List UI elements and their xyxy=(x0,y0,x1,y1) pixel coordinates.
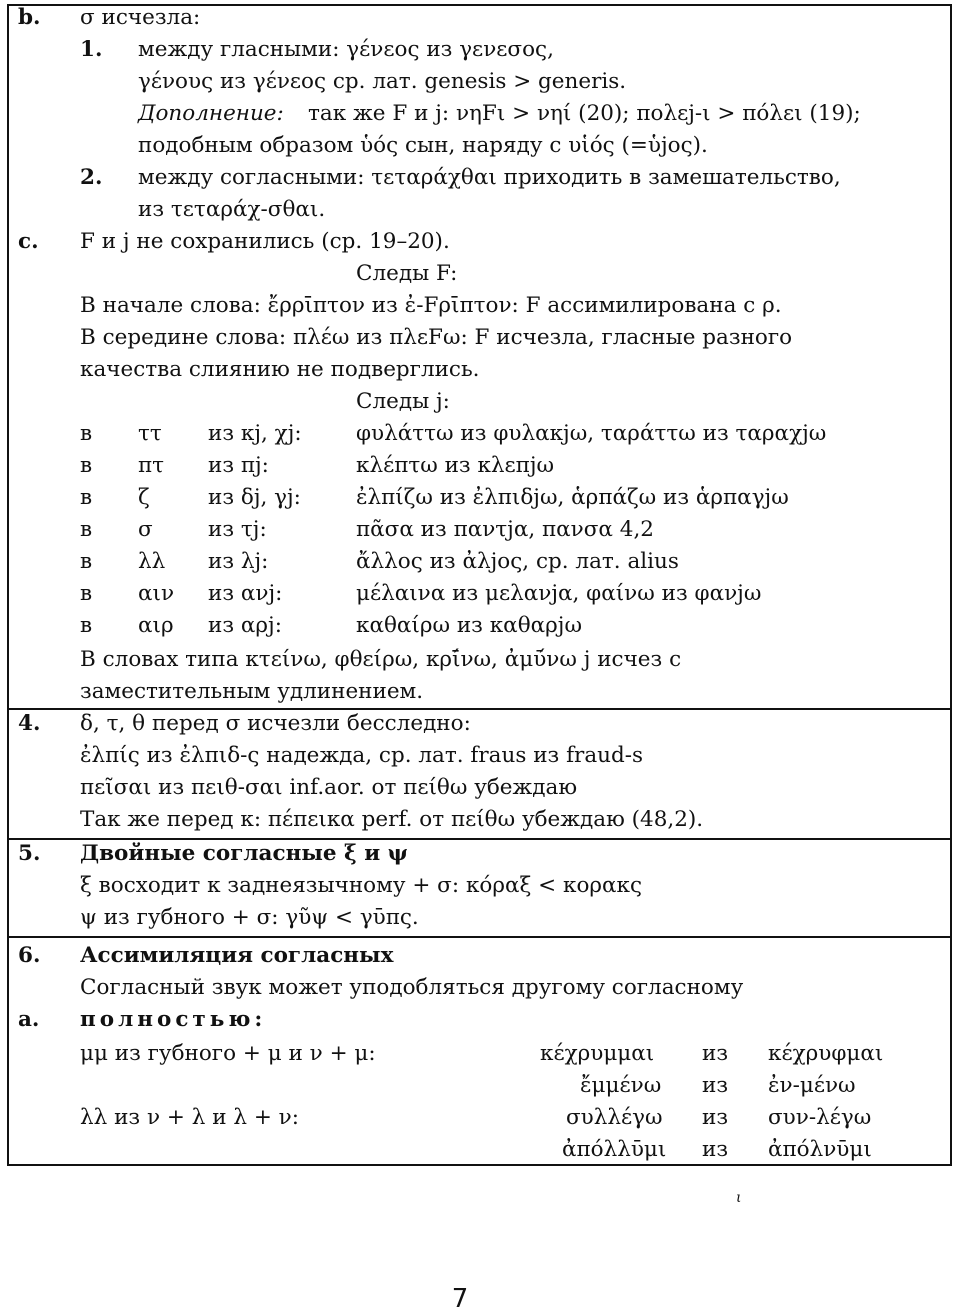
example-word: ἀπόλλῡμι xyxy=(562,1137,667,1162)
text-line: ξ восходит к заднеязычному + σ: κόραξ < κορακς xyxy=(80,873,643,898)
row-prefix: в xyxy=(80,517,93,542)
row-prefix: в xyxy=(80,421,93,446)
row-source: из κj, χj: xyxy=(208,421,302,446)
row-example: κλέπτω из κλεπjω xyxy=(356,453,555,478)
section-5-label: 5. xyxy=(18,841,41,866)
item-2-line: из τεταράχ-σθαι. xyxy=(138,197,326,222)
subsection-a-label: a. xyxy=(18,1007,40,1032)
text-line: заместительным удлинением. xyxy=(80,679,424,704)
row-prefix: в xyxy=(80,485,93,510)
row-example: μέλαινα из μελανjα, φαίνω из φανjω xyxy=(356,581,762,606)
text-line: В середине слова: πλέω из πλεFω: F исчезла, гласные разного xyxy=(80,325,793,350)
example-word: συλλέγω xyxy=(566,1105,663,1130)
row-source: из δj, γj: xyxy=(208,485,301,510)
row-example: ἄλλος из ἀλjος, ср. лат. alius xyxy=(356,549,679,574)
example-word: κέχρυμμαι xyxy=(540,1041,655,1066)
traces-j-heading: Следы j: xyxy=(356,389,450,414)
section-b-label: b. xyxy=(18,5,41,30)
row-source: из αρj: xyxy=(208,613,282,638)
example-from: из xyxy=(702,1105,729,1130)
section-5-head: Двойные согласные ξ и ψ xyxy=(80,841,408,866)
row-cluster: λλ xyxy=(138,549,166,574)
rule-ll: λλ из ν + λ и λ + ν: xyxy=(80,1105,299,1130)
row-example: πᾶσα из παντjα, πανσα 4,2 xyxy=(356,517,654,542)
item-2-number: 2. xyxy=(80,165,103,190)
addition-text: так же F и j: νηFι > νηί (20); πολεj-ι > πόλει (19); xyxy=(308,101,861,126)
item-2-line: между согласными: τεταράχθαι приходить в замешательство, xyxy=(138,165,841,190)
section-4-head: δ, τ, θ перед σ исчезли бесследно: xyxy=(80,711,471,736)
row-cluster: αιν xyxy=(138,581,175,606)
row-cluster: ττ xyxy=(138,421,162,446)
item-1-line: γένους из γένεος ср. лат. genesis > generis. xyxy=(138,69,627,94)
row-example: καθαίρω из καθαρjω xyxy=(356,613,583,638)
text-line: В словах типа κτείνω, φθείρω, κρῑ́νω, ἀμῡ́νω j исчез с xyxy=(80,647,682,672)
addition-label: Дополнение: xyxy=(138,101,284,126)
row-source: из τj: xyxy=(208,517,267,542)
example-source: κέχρυφμαι xyxy=(768,1041,884,1066)
row-cluster: σ xyxy=(138,517,153,542)
text-line: ψ из губного + σ: γῦψ < γῡπς. xyxy=(80,905,419,930)
section-c-head: F и j не сохранились (ср. 19–20). xyxy=(80,229,450,254)
item-1-number: 1. xyxy=(80,37,103,62)
page-number: 7 xyxy=(451,1284,469,1314)
text-line: πεῖσαι из πειθ-σαι inf.aor. от πείθω убеждаю xyxy=(80,775,578,800)
row-prefix: в xyxy=(80,453,93,478)
traces-f-heading: Следы F: xyxy=(356,261,458,286)
row-example: ἐλπίζω из ἐλπιδjω, ἁρπάζω из ἁρπαγjω xyxy=(356,485,789,510)
row-source: из ανj: xyxy=(208,581,283,606)
text-line: ἐλπίς из ἐλπιδ-ς надежда, ср. лат. fraus из fraud-s xyxy=(80,743,644,768)
row-cluster: αιρ xyxy=(138,613,174,638)
row-prefix: в xyxy=(80,549,93,574)
section-c-label: c. xyxy=(18,229,39,254)
row-example: φυλάττω из φυλακjω, ταράττω из ταραχjω xyxy=(356,421,827,446)
text-line: качества слиянию не подверглись. xyxy=(80,357,480,382)
example-source: ἀπόλνῡμι xyxy=(768,1137,872,1162)
section-b-head: σ исчезла: xyxy=(80,5,201,30)
example-source: ἐν-μένω xyxy=(768,1073,856,1098)
text-line: В начале слова: ἔρρῑπτον из ἐ-Fρῑπτον: F ассимилирована с ρ. xyxy=(80,293,782,318)
row-prefix: в xyxy=(80,613,93,638)
row-cluster: πτ xyxy=(138,453,165,478)
row-source: из πj: xyxy=(208,453,269,478)
row-source: из λj: xyxy=(208,549,269,574)
example-from: из xyxy=(702,1041,729,1066)
row-prefix: в xyxy=(80,581,93,606)
example-from: из xyxy=(702,1137,729,1162)
example-source: συν-λέγω xyxy=(768,1105,872,1130)
section-4-label: 4. xyxy=(18,711,41,736)
example-from: из xyxy=(702,1073,729,1098)
stray-mark: ι xyxy=(736,1190,742,1206)
subsection-a-head: полностью: xyxy=(80,1007,267,1032)
section-6-label: 6. xyxy=(18,943,41,968)
example-word: ἔμμένω xyxy=(580,1073,662,1098)
item-1-line: между гласными: γένεος из γενεσος, xyxy=(138,37,554,62)
text-line: Так же перед κ: πέπεικα perf. от πείθω убеждаю (48,2). xyxy=(80,807,704,832)
row-cluster: ζ xyxy=(138,485,150,510)
text-line: Согласный звук может уподобляться другому согласному xyxy=(80,975,744,1000)
rule-mm: μμ из губного + μ и ν + μ: xyxy=(80,1041,376,1066)
section-6-head: Ассимиляция согласных xyxy=(80,943,394,968)
item-1-line: подобным образом ὑός сын, наряду с υἱός (=ὑjος). xyxy=(138,133,708,158)
divider-6 xyxy=(7,936,952,938)
